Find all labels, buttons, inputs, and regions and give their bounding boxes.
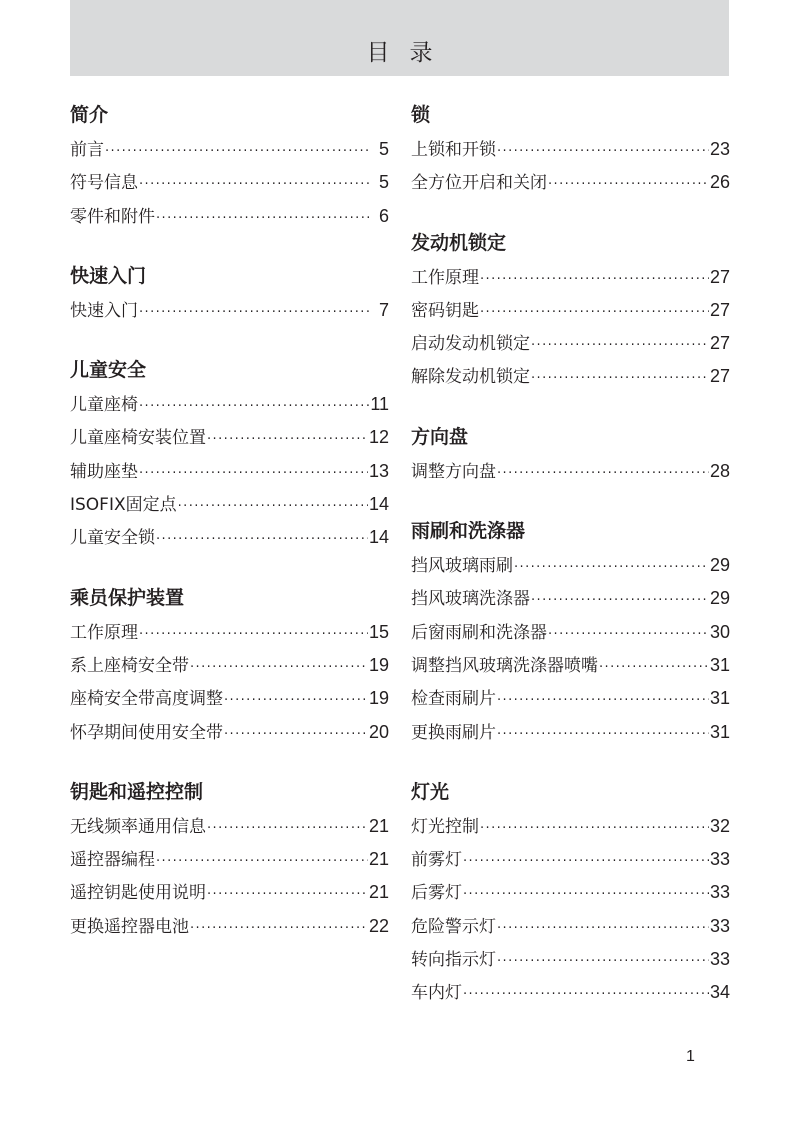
entry-page-number: 15 bbox=[368, 621, 389, 642]
entry-page-number: 5 bbox=[378, 172, 389, 193]
entry-page-number: 6 bbox=[378, 205, 389, 226]
dot-leader bbox=[548, 618, 709, 651]
entry-label: 座椅安全带高度调整 bbox=[70, 689, 223, 710]
dot-leader bbox=[497, 718, 709, 751]
entry-page-number: 27 bbox=[709, 366, 730, 387]
entry-page-number: 32 bbox=[709, 815, 730, 836]
entry-label: 解除发动机锁定 bbox=[411, 367, 530, 388]
toc-section bbox=[411, 516, 730, 749]
toc-entry[interactable] bbox=[70, 682, 389, 715]
dot-leader bbox=[480, 296, 709, 329]
toc-entry[interactable] bbox=[70, 876, 389, 909]
entry-page-number: 26 bbox=[709, 172, 730, 193]
toc-section bbox=[70, 261, 389, 327]
entry-page-number: 31 bbox=[709, 654, 730, 675]
entry-label: 前雾灯 bbox=[411, 850, 462, 871]
dot-leader bbox=[224, 718, 368, 751]
dot-leader bbox=[463, 978, 709, 1011]
toc-entry[interactable] bbox=[70, 716, 389, 749]
entry-label: 符号信息 bbox=[70, 173, 138, 194]
section-title: 简介 bbox=[70, 104, 109, 126]
dot-leader bbox=[207, 878, 368, 911]
section-title: 雨刷和洗涤器 bbox=[411, 520, 526, 543]
entry-page-number: 27 bbox=[709, 266, 730, 287]
entry-label: 儿童座椅 bbox=[70, 395, 138, 416]
dot-leader bbox=[207, 812, 368, 845]
entry-page-number: 31 bbox=[709, 721, 730, 742]
toc-entry[interactable] bbox=[70, 810, 389, 843]
section-title: 方向盘 bbox=[411, 425, 469, 448]
dot-leader bbox=[514, 551, 709, 584]
entry-label: 挡风玻璃洗涤器 bbox=[411, 589, 530, 610]
section-title: 发动机锁定 bbox=[411, 231, 507, 254]
toc-entry[interactable] bbox=[411, 976, 730, 1009]
entry-page-number: 19 bbox=[368, 654, 389, 675]
toc-entry[interactable] bbox=[70, 843, 389, 876]
toc-entry[interactable] bbox=[411, 549, 730, 582]
dot-leader bbox=[463, 878, 709, 911]
toc-entry[interactable] bbox=[70, 455, 389, 488]
toc-entry[interactable] bbox=[70, 649, 389, 682]
entry-page-number: 20 bbox=[368, 721, 389, 742]
toc-entry[interactable] bbox=[411, 327, 730, 360]
section-title: 乘员保护装置 bbox=[70, 586, 185, 609]
entry-label: 遥控钥匙使用说明 bbox=[70, 883, 206, 904]
toc-section bbox=[70, 100, 389, 233]
entry-label: 怀孕期间使用安全带 bbox=[70, 722, 223, 743]
section-title: 快速入门 bbox=[70, 264, 147, 287]
dot-leader bbox=[139, 457, 368, 490]
dot-leader bbox=[599, 651, 709, 684]
toc-entry[interactable] bbox=[411, 810, 730, 843]
entry-label: 密码钥匙 bbox=[411, 300, 479, 321]
entry-page-number: 33 bbox=[709, 882, 730, 903]
toc-section bbox=[411, 100, 730, 200]
dot-leader bbox=[480, 812, 709, 845]
toc-entry[interactable] bbox=[411, 682, 730, 715]
entry-page-number: 11 bbox=[370, 394, 389, 415]
entry-label: 启动发动机锁定 bbox=[411, 334, 530, 355]
section-title: 钥匙和遥控控制 bbox=[70, 780, 204, 803]
toc-entry[interactable] bbox=[411, 261, 730, 294]
section-title: 儿童安全 bbox=[70, 359, 147, 382]
section-title: 锁 bbox=[411, 104, 431, 126]
entry-label: 儿童安全锁 bbox=[70, 528, 155, 549]
toc-entry[interactable] bbox=[70, 166, 389, 199]
entry-page-number: 27 bbox=[709, 299, 730, 320]
toc-entry[interactable] bbox=[70, 388, 389, 421]
toc-header-bar bbox=[70, 0, 729, 76]
toc-entry[interactable] bbox=[70, 488, 389, 521]
dot-leader bbox=[207, 423, 368, 456]
entry-label: 上锁和开锁 bbox=[411, 140, 496, 160]
entry-page-number: 30 bbox=[709, 621, 730, 642]
dot-leader bbox=[156, 202, 370, 235]
dot-leader bbox=[497, 457, 709, 490]
dot-leader bbox=[463, 845, 709, 878]
dot-leader bbox=[548, 168, 709, 201]
entry-page-number: 14 bbox=[368, 527, 389, 548]
entry-label: 车内灯 bbox=[411, 983, 462, 1004]
entry-page-number: 34 bbox=[709, 982, 730, 1003]
entry-page-number: 31 bbox=[709, 688, 730, 709]
dot-leader bbox=[497, 684, 709, 717]
dot-leader bbox=[156, 845, 368, 878]
toc-section bbox=[411, 228, 730, 394]
toc-entry[interactable] bbox=[411, 166, 730, 199]
toc-entry[interactable] bbox=[411, 455, 730, 488]
entry-label: 全方位开启和关闭 bbox=[411, 173, 547, 194]
entry-label: 工作原理 bbox=[70, 622, 138, 643]
toc-entry[interactable] bbox=[70, 521, 389, 554]
entry-page-number: 7 bbox=[378, 299, 389, 320]
dot-leader bbox=[139, 168, 370, 201]
entry-label: 快速入门 bbox=[70, 300, 138, 321]
dot-leader bbox=[531, 362, 709, 395]
entry-label: 零件和附件 bbox=[70, 206, 155, 227]
toc-entry[interactable] bbox=[70, 133, 389, 166]
entry-page-number: 14 bbox=[368, 494, 389, 515]
toc-entry[interactable] bbox=[70, 200, 389, 233]
dot-leader bbox=[139, 618, 368, 651]
entry-page-number: 28 bbox=[709, 460, 730, 481]
entry-page-number: 33 bbox=[709, 949, 730, 970]
toc-section bbox=[411, 777, 730, 1010]
toc-entry[interactable] bbox=[411, 716, 730, 749]
entry-label: 系上座椅安全带 bbox=[70, 655, 189, 676]
entry-page-number: 33 bbox=[709, 849, 730, 870]
toc-entry[interactable] bbox=[411, 294, 730, 327]
toc-entry[interactable] bbox=[411, 133, 730, 166]
dot-leader bbox=[531, 584, 709, 617]
dot-leader bbox=[105, 135, 370, 168]
entry-label: 检查雨刷片 bbox=[411, 689, 496, 710]
dot-leader bbox=[139, 390, 369, 423]
entry-page-number: 22 bbox=[368, 915, 389, 936]
entry-page-number: 27 bbox=[709, 333, 730, 354]
toc-left-column bbox=[70, 100, 389, 971]
toc-entry[interactable] bbox=[411, 910, 730, 943]
page-title: 目录 bbox=[366, 40, 453, 66]
toc-entry[interactable] bbox=[411, 843, 730, 876]
entry-label: 转向指示灯 bbox=[411, 950, 496, 971]
entry-page-number: 21 bbox=[368, 815, 389, 836]
toc-section bbox=[70, 777, 389, 943]
toc-entry[interactable] bbox=[70, 616, 389, 649]
entry-label: 后窗雨刷和洗涤器 bbox=[411, 622, 547, 643]
entry-page-number: 29 bbox=[709, 555, 730, 576]
toc-entry[interactable] bbox=[411, 582, 730, 615]
toc-right-column bbox=[411, 100, 730, 1038]
entry-page-number: 21 bbox=[368, 849, 389, 870]
toc-entry[interactable] bbox=[411, 876, 730, 909]
entry-label: 后雾灯 bbox=[411, 883, 462, 904]
dot-leader bbox=[139, 296, 370, 329]
toc-section bbox=[411, 422, 730, 488]
entry-label: 儿童座椅安装位置 bbox=[70, 428, 206, 449]
entry-page-number: 19 bbox=[368, 688, 389, 709]
section-title: 灯光 bbox=[411, 780, 450, 803]
entry-page-number: 23 bbox=[709, 139, 730, 159]
page-number: 1 bbox=[686, 1048, 695, 1065]
entry-label: 遥控器编程 bbox=[70, 850, 155, 871]
entry-label: 无线频率通用信息 bbox=[70, 816, 206, 837]
dot-leader bbox=[497, 945, 709, 978]
dot-leader bbox=[190, 912, 368, 945]
toc-entry[interactable] bbox=[411, 649, 730, 682]
entry-label: 危险警示灯 bbox=[411, 916, 496, 937]
entry-label: 灯光控制 bbox=[411, 816, 479, 837]
dot-leader bbox=[178, 490, 368, 523]
entry-label: 工作原理 bbox=[411, 267, 479, 288]
dot-leader bbox=[497, 912, 709, 945]
entry-label: 更换雨刷片 bbox=[411, 722, 496, 743]
toc-section bbox=[70, 355, 389, 554]
toc-entry[interactable] bbox=[70, 910, 389, 943]
dot-leader bbox=[480, 263, 709, 296]
toc-entry[interactable] bbox=[411, 616, 730, 649]
toc-entry[interactable] bbox=[70, 294, 389, 327]
dot-leader bbox=[190, 651, 368, 684]
toc-entry[interactable] bbox=[70, 421, 389, 454]
toc-entry[interactable] bbox=[411, 943, 730, 976]
entry-label: 辅助座垫 bbox=[70, 461, 138, 482]
entry-page-number: 13 bbox=[368, 460, 389, 481]
entry-label: ISOFIX固定点 bbox=[70, 495, 177, 516]
entry-page-number: 33 bbox=[709, 915, 730, 936]
entry-page-number: 29 bbox=[709, 588, 730, 609]
entry-page-number: 21 bbox=[368, 882, 389, 903]
dot-leader bbox=[497, 135, 709, 168]
dot-leader bbox=[531, 329, 709, 362]
toc-section bbox=[70, 583, 389, 749]
entry-label: 挡风玻璃雨刷 bbox=[411, 556, 513, 577]
entry-page-number: 5 bbox=[378, 139, 389, 159]
entry-label: 前言 bbox=[70, 140, 104, 160]
entry-label: 调整方向盘 bbox=[411, 461, 496, 482]
toc-entry[interactable] bbox=[411, 360, 730, 393]
dot-leader bbox=[156, 523, 368, 556]
dot-leader bbox=[224, 684, 368, 717]
entry-page-number: 12 bbox=[368, 427, 389, 448]
entry-label: 调整挡风玻璃洗涤器喷嘴 bbox=[411, 655, 598, 676]
entry-label: 更换遥控器电池 bbox=[70, 916, 189, 937]
